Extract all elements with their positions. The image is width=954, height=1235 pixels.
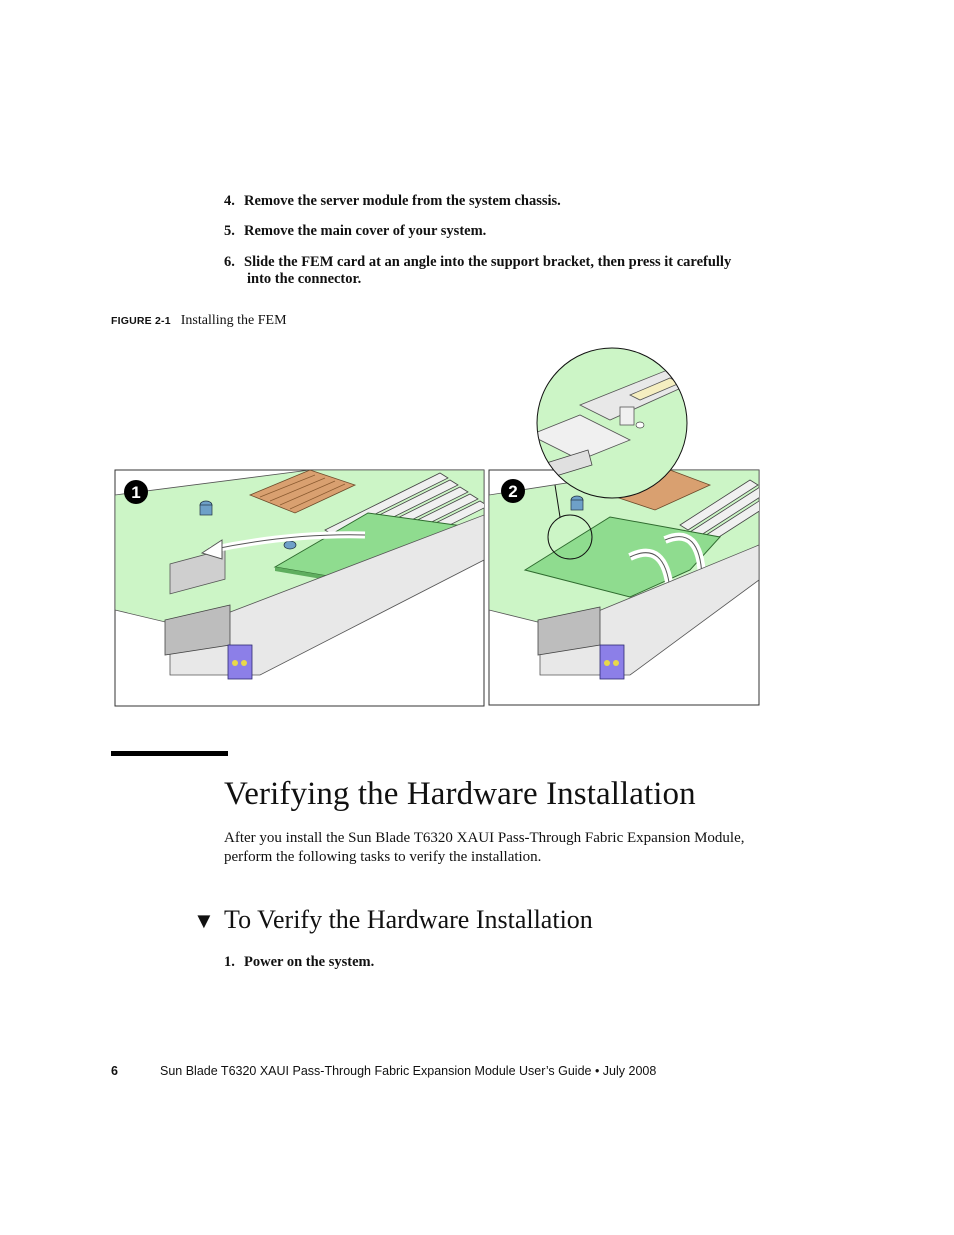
- panel-1-illustration: [115, 470, 488, 706]
- panel-1-number: 1: [131, 483, 141, 502]
- step-text-continued: into the connector.: [247, 271, 362, 287]
- section-rule: [111, 751, 228, 756]
- panel-2-number: 2: [508, 482, 518, 501]
- procedure-title: To Verify the Hardware Installation: [224, 905, 593, 934]
- step-number: 5.: [224, 223, 235, 239]
- page-number: 6: [111, 1064, 118, 1078]
- procedure-step-1: [224, 954, 804, 971]
- figure-caption: [111, 313, 287, 329]
- figure-title: Installing the FEM: [180, 313, 287, 328]
- step-number: 4.: [224, 193, 235, 209]
- step-text: Remove the main cover of your system.: [244, 223, 487, 239]
- intro-line-1: After you install the Sun Blade T6320 XAUI Pass-Through Fabric Expansion Module,: [224, 830, 745, 846]
- procedure-heading: [193, 905, 593, 935]
- step-6: [224, 254, 804, 288]
- section-intro: [224, 829, 824, 866]
- fem-installation-figure: [110, 345, 770, 713]
- section-title: Verifying the Hardware Installation: [224, 776, 696, 812]
- panel-2-illustration: [489, 470, 770, 705]
- step-4: [224, 193, 804, 210]
- triangle-down-icon: ▼: [193, 908, 215, 933]
- step-text: Slide the FEM card at an angle into the support bracket, then press it carefully: [244, 254, 732, 270]
- step-text: Power on the system.: [244, 954, 375, 970]
- intro-line-2: perform the following tasks to verify the installation.: [224, 848, 542, 865]
- step-number: 1.: [224, 954, 235, 970]
- step-text: Remove the server module from the system chassis.: [244, 193, 561, 209]
- step-5: [224, 223, 804, 240]
- figure-label: FIGURE 2-1: [111, 315, 171, 327]
- step-number: 6.: [224, 254, 235, 270]
- footer-text: Sun Blade T6320 XAUI Pass-Through Fabric Expansion Module User’s Guide • July 2008: [160, 1064, 657, 1078]
